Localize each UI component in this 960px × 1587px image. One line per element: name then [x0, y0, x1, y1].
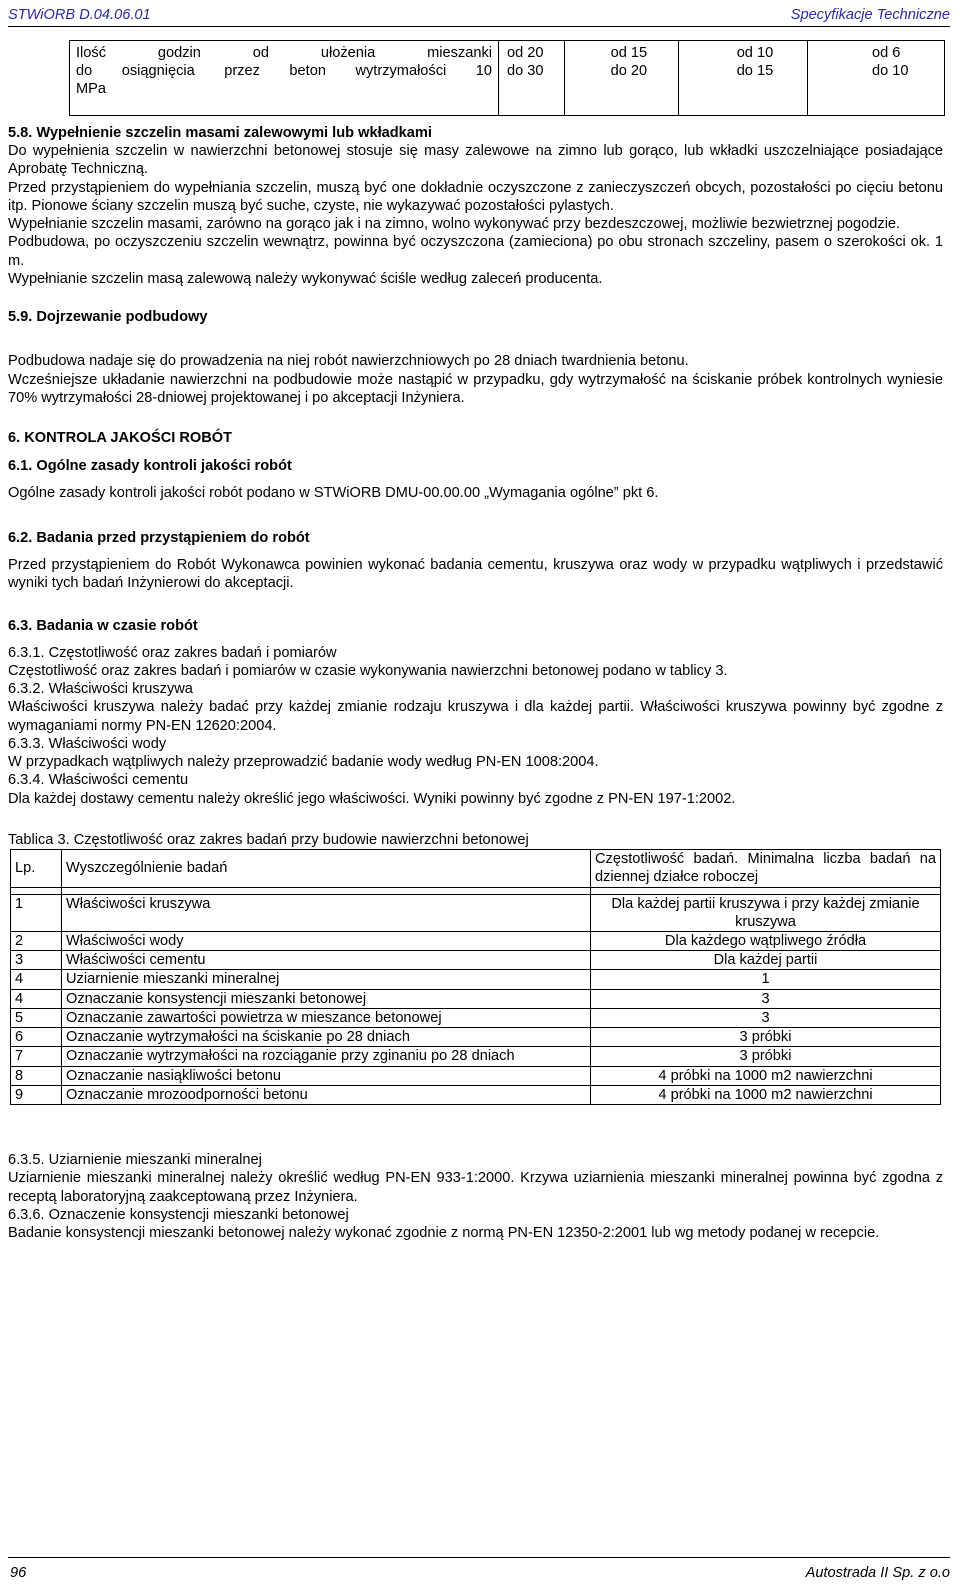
document-body	[8, 119, 943, 1242]
row-lp: 5	[11, 1008, 62, 1027]
hardening-time-label: Ilość godzin od ułożenia mieszanki do osiągnięcia przez beton wytrzymałości 10 MPa	[70, 41, 499, 116]
table-body	[11, 894, 941, 1105]
table-row	[11, 1066, 941, 1085]
table-row	[11, 894, 941, 931]
table-spacer	[11, 887, 941, 894]
row-lp: 2	[11, 931, 62, 950]
row-name: Właściwości wody	[62, 931, 591, 950]
paragraph: Wypełnianie szczelin masami, zarówno na gorąco jak i na zimno, wolno wykonywać przy bezdeszczowej, możliwie bezwietrznej pogodzie.	[8, 216, 901, 233]
paragraph: Podbudowa nadaje się do prowadzenia na niej robót nawierzchniowych po 28 dniach twardnienia betonu.	[8, 353, 689, 370]
table-row	[11, 970, 941, 989]
hardening-time-table	[69, 40, 945, 116]
row-name: Uziarnienie mieszanki mineralnej	[62, 970, 591, 989]
subsection-label: 6.3.3. Właściwości wody	[8, 735, 167, 752]
subsection-heading: 6.3. Badania w czasie robót	[8, 618, 198, 635]
row-frequency: 4 próbki na 1000 m2 nawierzchni	[591, 1066, 941, 1085]
table-row	[11, 1008, 941, 1027]
doc-type: Specyfikacje Techniczne	[790, 7, 950, 23]
row-name: Oznaczanie wytrzymałości na rozciąganie przy zginaniu po 28 dniach	[62, 1047, 591, 1066]
row-lp: 1	[11, 894, 62, 931]
table-3	[10, 849, 941, 1105]
paragraph: W przypadkach wątpliwych należy przeprowadzić badanie wody według PN-EN 1008:2004.	[8, 754, 599, 771]
header-frequency: Częstotliwość badań. Minimalna liczba badań na dziennej działce roboczej	[591, 850, 941, 887]
hardening-time-col: od 20 do 30	[499, 41, 565, 116]
paragraph: Ogólne zasady kontroli jakości robót podano w STWiORB DMU-00.00.00 „Wymagania ogólne” pkt 6.	[8, 484, 659, 501]
subsection-label: 6.3.2. Właściwości kruszywa	[8, 681, 193, 698]
row-frequency: Dla każdego wątpliwego źródła	[591, 931, 941, 950]
table-row	[11, 931, 941, 950]
paragraph: Badanie konsystencji mieszanki betonowej należy wykonać zgodnie z normą PN-EN 12350-2:2001 lub wg metody podanej w recepcie.	[8, 1225, 880, 1242]
subsection-label: 6.3.5. Uziarnienie mieszanki mineralnej	[8, 1152, 262, 1169]
row-frequency: 4 próbki na 1000 m2 nawierzchni	[591, 1085, 941, 1104]
paragraph: Wypełnianie szczelin masą zalewową należy wykonywać ściśle według zaleceń producenta.	[8, 270, 603, 287]
subsection-heading: 6.2. Badania przed przystąpieniem do robót	[8, 529, 310, 546]
row-frequency: Dla każdej partii kruszywa i przy każdej zmianie kruszywa	[591, 894, 941, 931]
subsection-label: 6.3.6. Oznaczenie konsystencji mieszanki betonowej	[8, 1206, 349, 1223]
row-lp: 4	[11, 970, 62, 989]
row-name: Oznaczanie zawartości powietrza w mieszance betonowej	[62, 1008, 591, 1027]
section-heading: 5.9. Dojrzewanie podbudowy	[8, 309, 208, 326]
hardening-time-col: od 6 do 10	[808, 41, 945, 116]
row-name: Oznaczanie konsystencji mieszanki betonowej	[62, 989, 591, 1008]
page-number: 96	[10, 1565, 27, 1581]
subsection-label: 6.3.4. Właściwości cementu	[8, 772, 189, 789]
section-heading: 5.8. Wypełnienie szczelin masami zalewowymi lub wkładkami	[8, 125, 432, 141]
paragraph: Do wypełnienia szczelin w nawierzchni betonowej stosuje się masy zalewowe na zimno lub gorąco, lub wkładki uszczelniające posiadające Aprobatę Techniczną.	[8, 143, 943, 178]
paragraph: Przed przystąpieniem do wypełniania szczelin, muszą być one dokładnie oczyszczone z zanieczyszczeń obcych, pozostałości po cięciu betonu itp. Pionowe ściany szczelin muszą być suche, czyste, nie wykazywać pozostałości pylastych.	[8, 179, 943, 214]
row-frequency: 3 próbki	[591, 1047, 941, 1066]
doc-code: STWiORB D.04.06.01	[8, 7, 151, 23]
row-frequency: 3	[591, 1008, 941, 1027]
row-frequency: 1	[591, 970, 941, 989]
table-row	[11, 951, 941, 970]
row-lp: 8	[11, 1066, 62, 1085]
paragraph: Uziarnienie mieszanki mineralnej należy określić według PN-EN 933-1:2000. Krzywa uziarnienia mieszanki mineralnej powinna być zgodna z receptą laboratoryjną zaakceptowaną przez Inżyniera.	[8, 1170, 943, 1205]
paragraph: Częstotliwość oraz zakres badań i pomiarów w czasie wykonywania nawierzchni betonowej podano w tablicy 3.	[8, 662, 728, 679]
header-lp: Lp.	[11, 850, 62, 887]
row-frequency: Dla każdej partii	[591, 951, 941, 970]
row-name: Właściwości cementu	[62, 951, 591, 970]
row-frequency: 3	[591, 989, 941, 1008]
subsection-label: 6.3.1. Częstotliwość oraz zakres badań i pomiarów	[8, 644, 337, 661]
table-caption: Tablica 3. Częstotliwość oraz zakres badań przy budowie nawierzchni betonowej	[8, 831, 529, 848]
row-lp: 7	[11, 1047, 62, 1066]
row-name: Oznaczanie mrozoodporności betonu	[62, 1085, 591, 1104]
table-row	[11, 1047, 941, 1066]
row-name: Właściwości kruszywa	[62, 894, 591, 931]
table-row	[11, 989, 941, 1008]
row-name: Oznaczanie wytrzymałości na ściskanie po 28 dniach	[62, 1028, 591, 1047]
row-lp: 6	[11, 1028, 62, 1047]
page-header	[8, 4, 950, 27]
paragraph: Wcześniejsze układanie nawierzchni na podbudowie może nastąpić w przypadku, gdy wytrzymałość na ściskanie próbek kontrolnych wyniesie 70% wytrzymałości 28-dniowej projektowanej i po akceptacji Inżyniera.	[8, 371, 943, 406]
table-header-row	[11, 850, 941, 887]
table-row	[11, 1085, 941, 1104]
paragraph: Podbudowa, po oczyszczeniu szczelin wewnątrz, powinna być oczyszczona (zamieciona) po obu stronach szczeliny, pasem o szerokości ok. 1 m.	[8, 234, 943, 269]
paragraph: Właściwości kruszywa należy badać przy każdej zmianie rodzaju kruszywa i dla każdej partii. Właściwości kruszywa powinny być zgodne z wymaganiami normy PN-EN 12620:2004.	[8, 699, 943, 734]
subsection-heading: 6.1. Ogólne zasady kontroli jakości robót	[8, 458, 292, 475]
company-name: Autostrada II Sp. z o.o	[805, 1565, 950, 1581]
row-lp: 9	[11, 1085, 62, 1104]
paragraph: Dla każdej dostawy cementu należy określić jego właściwości. Wyniki powinny być zgodne z PN-EN 197-1:2002.	[8, 790, 736, 807]
row-frequency: 3 próbki	[591, 1028, 941, 1047]
section-heading: 6. KONTROLA JAKOŚCI ROBÓT	[8, 430, 233, 447]
header-name: Wyszczególnienie badań	[62, 850, 591, 887]
row-lp: 4	[11, 989, 62, 1008]
row-lp: 3	[11, 951, 62, 970]
hardening-time-col: od 10 do 15	[678, 41, 807, 116]
table-row	[11, 1028, 941, 1047]
paragraph: Przed przystąpieniem do Robót Wykonawca powinien wykonać badania cementu, kruszywa oraz wody w przypadku wątpliwych i przedstawić wyniki tych badań Inżynierowi do akceptacji.	[8, 556, 943, 592]
row-name: Oznaczanie nasiąkliwości betonu	[62, 1066, 591, 1085]
hardening-time-col: od 15 do 20	[564, 41, 678, 116]
page-footer	[8, 1557, 950, 1584]
